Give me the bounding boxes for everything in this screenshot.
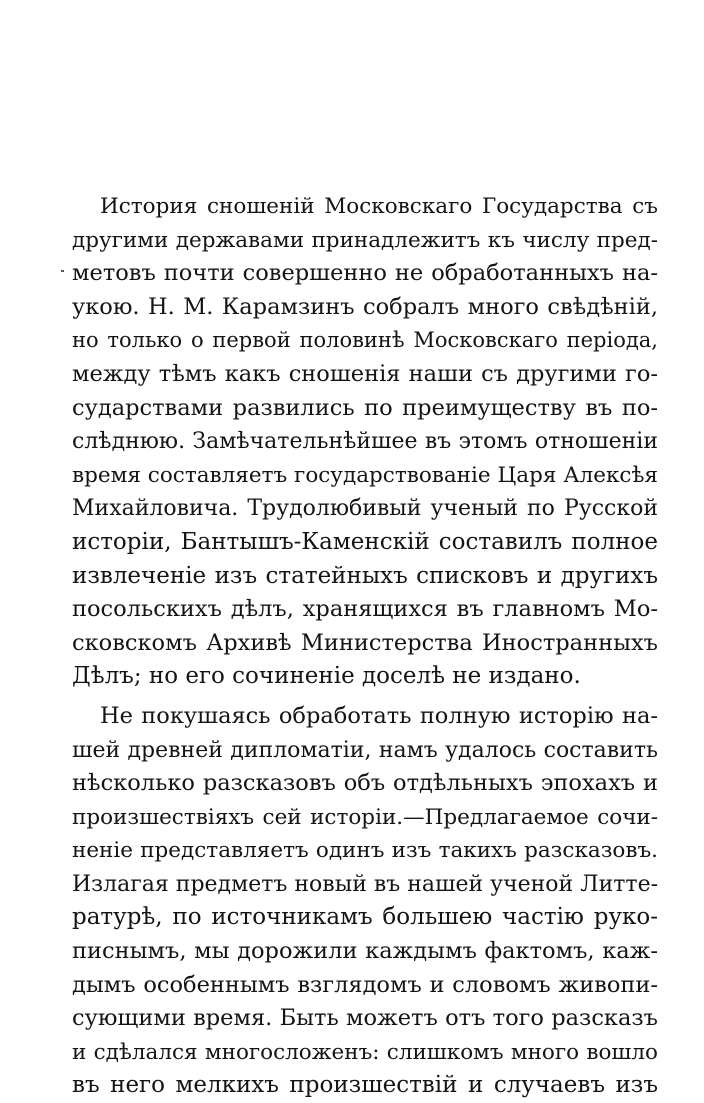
text-line: другими державами принадлежитъ къ числу пред-	[72, 227, 658, 253]
text-line: произшествіяхъ сей исторіи.—Предлагаемое сочи-	[72, 804, 658, 830]
text-line: извлеченіе изъ статейныхъ списковъ и другихъ	[72, 562, 658, 589]
text-line: время составляетъ государствованіе Царя Алексѣя	[72, 462, 658, 488]
text-line: ратурѣ, по источникамъ большею частію руко-	[72, 904, 658, 931]
text-line: Не покушаясь обработать полную исторію на-	[100, 702, 658, 729]
text-line: между тѣмъ какъ сношенія наши съ другими го-	[72, 360, 658, 387]
text-line: неніе представляетъ одинъ изъ такихъ разсказовъ.	[72, 838, 658, 864]
text-line: укою. Н. М. Карамзинъ собралъ много свѣдѣній,	[72, 293, 658, 320]
text-line: нѣсколько разсказовъ объ отдѣльныхъ эпохахъ и	[72, 770, 658, 797]
text-line: писнымъ, мы дорожили каждымъ фактомъ, каж-	[72, 938, 658, 965]
text-line: метовъ почти совершенно не обработанныхъ на-	[72, 260, 658, 287]
text-line: исторіи, Бантышъ-Каменскій составилъ полное	[72, 528, 658, 555]
text-line: посольскихъ дѣлъ, хранящихся въ главномъ Мо-	[72, 596, 658, 623]
text-line: и сдѣлался многосложенъ: слишкомъ много вошло	[72, 1039, 658, 1065]
text-line: слѣднюю. Замѣчательнѣйшее въ этомъ отношеніи	[72, 429, 658, 455]
body-text	[72, 190, 658, 1103]
text-line: но только о первой половинѣ Московскаго періода,	[72, 328, 658, 353]
text-line: сующими время. Быть можетъ отъ того разсказъ	[72, 1005, 658, 1032]
text-line: сковскомъ Архивѣ Министерства Иностранныхъ	[72, 629, 658, 656]
text-line: въ него мелкихъ произшествій и случаевъ изъ	[72, 1072, 658, 1099]
text-line: История сношеній Московскаго Государства съ	[100, 194, 658, 219]
text-line: Излагая предметъ новый въ нашей ученой Литте-	[72, 871, 658, 897]
text-line: сударствами развились по преимуществу въ по-	[72, 394, 658, 421]
text-line: шей древней дипломатіи, намъ удалось составить	[72, 737, 658, 763]
text-line: Дѣлъ; но его сочиненіе доселѣ не издано.	[72, 663, 581, 690]
paragraph-1	[72, 190, 658, 694]
paragraph-2	[72, 700, 658, 1103]
print-speck	[61, 270, 64, 272]
text-line: дымъ особеннымъ взглядомъ и словомъ живопи-	[72, 971, 658, 998]
text-line: Михайловича. Трудолюбивый ученый по Русской	[72, 496, 658, 522]
